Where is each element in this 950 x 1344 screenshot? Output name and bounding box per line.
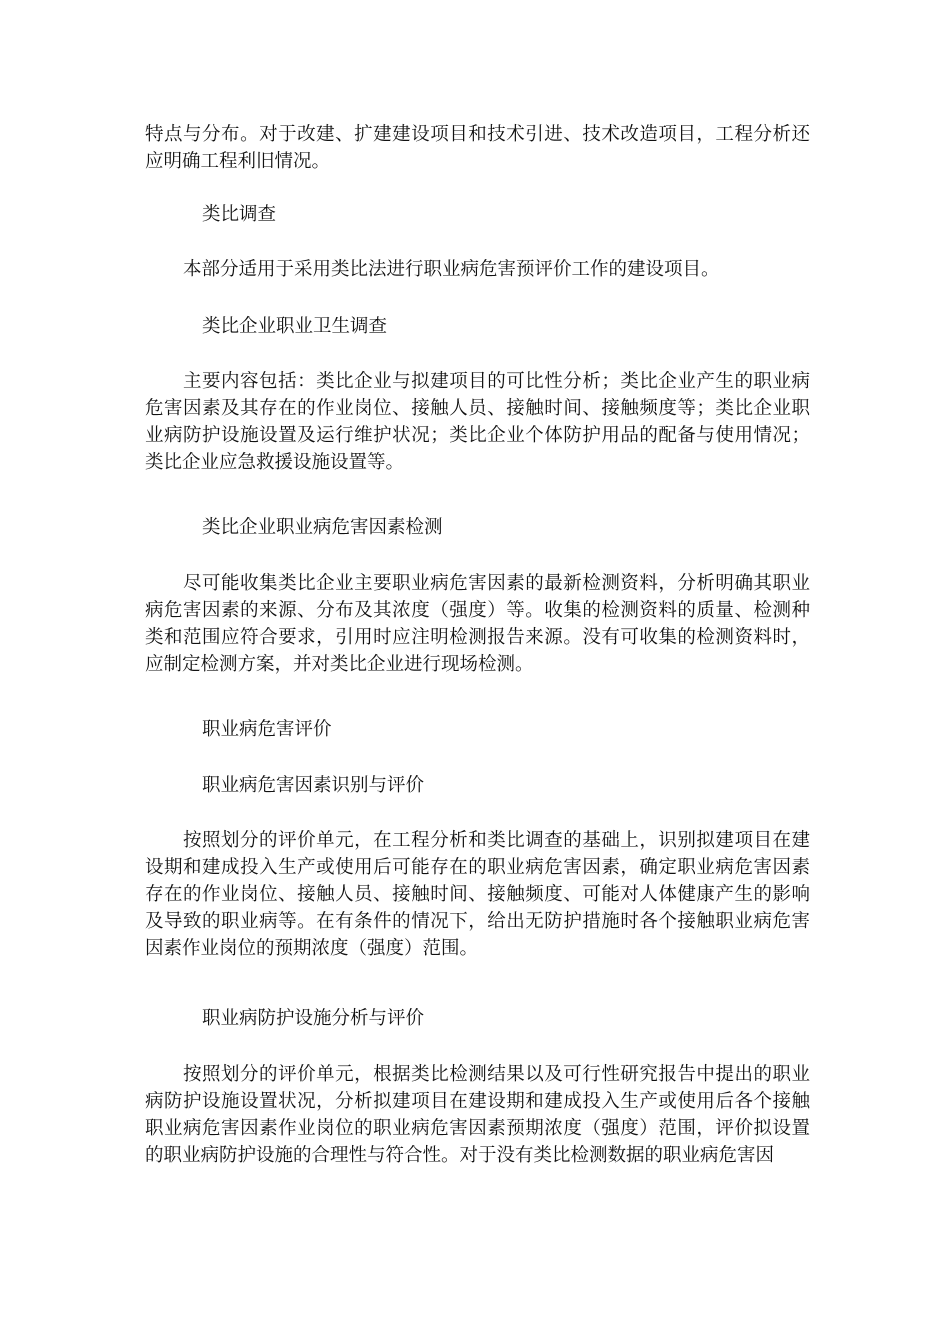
paragraph-continuation: 特点与分布。对于改建、扩建建设项目和技术引进、技术改造项目，工程分析还应明确工程利旧情况。 (145, 124, 810, 172)
section-heading-hazard-detection: 类比企业职业病危害因素检测 (202, 517, 443, 538)
paragraph-detection-data: 尽可能收集类比企业主要职业病危害因素的最新检测资料，分析明确其职业病危害因素的来源、分布及其浓度（强度）等。收集的检测资料的质量、检测种类和范围应符合要求，引用时应注明检测报告来源。没有可收集的检测资料时，应制定检测方案，并对类比企业进行现场检测。 (145, 573, 810, 675)
paragraph-scope: 本部分适用于采用类比法进行职业病危害预评价工作的建设项目。 (183, 259, 720, 280)
paragraph-protection-facilities: 按照划分的评价单元，根据类比检测结果以及可行性研究报告中提出的职业病防护设施设置状况，分析拟建项目在建设期和建成投入生产或使用后各个接触职业病危害因素作业岗位的职业病危害因素预期浓度（强度）范围，评价拟设置的职业病防护设施的合理性与符合性。对于没有类比检测数据的职业病危害因 (145, 1064, 810, 1166)
section-heading-hazard-evaluation: 职业病危害评价 (202, 719, 332, 740)
section-heading-protection-facilities: 职业病防护设施分析与评价 (202, 1008, 425, 1029)
section-heading-analogy-survey: 类比调查 (202, 204, 277, 225)
paragraph-main-content: 主要内容包括：类比企业与拟建项目的可比性分析；类比企业产生的职业病危害因素及其存在的作业岗位、接触人员、接触时间、接触频度等；类比企业职业病防护设施设置及运行维护状况；类比企业个体防护用品的配备与使用情况；类比企业应急救援设施设置等。 (145, 371, 810, 473)
section-heading-hygiene-survey: 类比企业职业卫生调查 (202, 316, 388, 337)
paragraph-identification: 按照划分的评价单元，在工程分析和类比调查的基础上，识别拟建项目在建设期和建成投入生产或使用后可能存在的职业病危害因素，确定职业病危害因素存在的作业岗位、接触人员、接触时间、接触频度、可能对人体健康产生的影响及导致的职业病等。在有条件的情况下，给出无防护措施时各个接触职业病危害因素作业岗位的预期浓度（强度）范围。 (145, 830, 810, 959)
section-heading-identification: 职业病危害因素识别与评价 (202, 775, 425, 796)
